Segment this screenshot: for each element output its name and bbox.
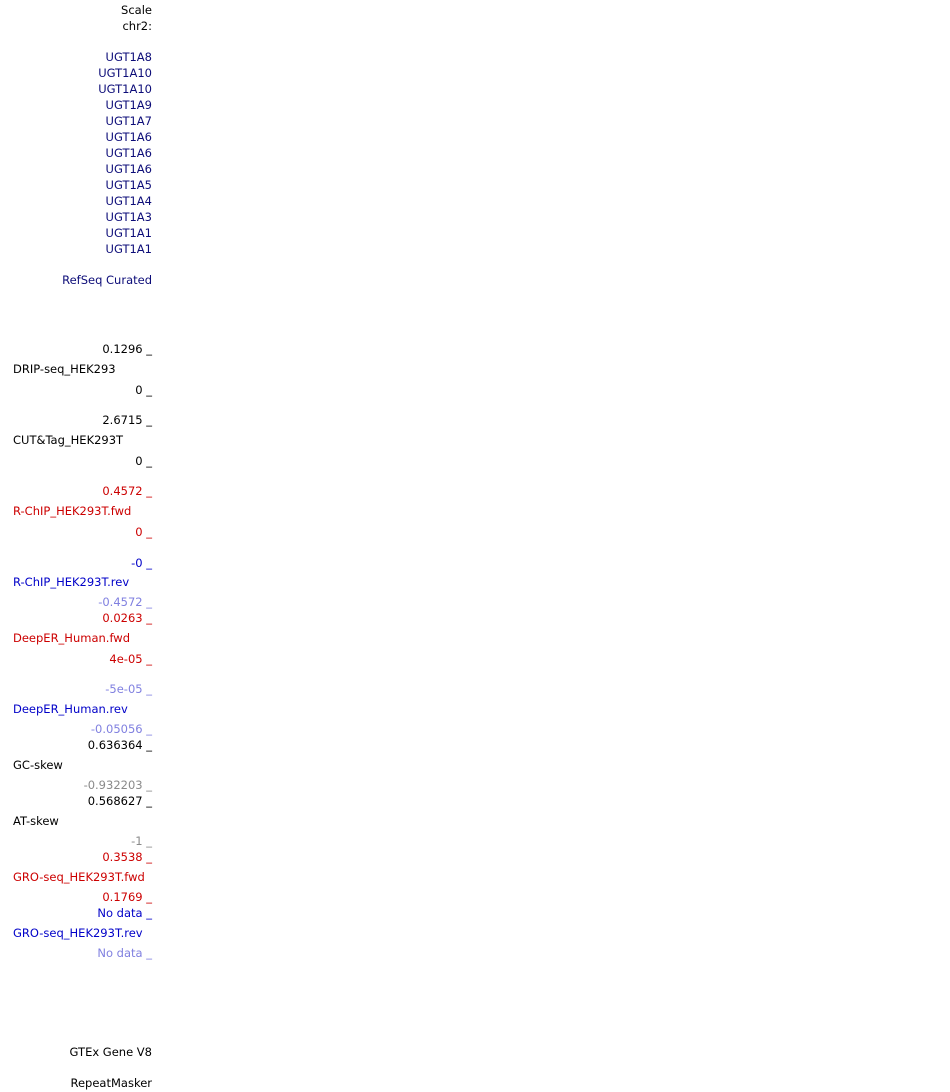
track-name-gtex[interactable]: GTEx Gene V8 — [69, 1045, 152, 1059]
track-name-at-skew[interactable]: AT-skew — [13, 814, 59, 828]
track-min-value: -0.932203 _ — [83, 778, 152, 792]
chrom-label: chr2: — [122, 19, 152, 33]
track-name-r-chip-fwd[interactable]: R-ChIP_HEK293T.fwd — [13, 504, 132, 518]
track-min-value: -1 _ — [131, 834, 152, 848]
gene-label[interactable]: UGT1A3 — [105, 210, 152, 224]
gene-label[interactable]: UGT1A6 — [105, 146, 152, 160]
track-name-gro-seq-rev[interactable]: GRO-seq_HEK293T.rev — [13, 926, 143, 940]
track-name-cut-tag[interactable]: CUT&Tag_HEK293T — [13, 433, 124, 447]
gene-label[interactable]: UGT1A6 — [105, 130, 152, 144]
scale-label: Scale — [121, 3, 152, 17]
gene-label[interactable]: UGT1A9 — [105, 98, 152, 112]
gene-label[interactable]: UGT1A10 — [98, 66, 152, 80]
track-min-value: 0 _ — [135, 525, 152, 539]
track-min-value: 0.1769 _ — [102, 890, 152, 904]
gene-label[interactable]: UGT1A6 — [105, 162, 152, 176]
track-min-value: 0 _ — [135, 454, 152, 468]
track-max-value: No data _ — [97, 906, 152, 920]
track-max-value: 0.4572 _ — [102, 484, 152, 498]
gene-label[interactable]: UGT1A1 — [105, 226, 152, 240]
gene-label[interactable]: UGT1A8 — [105, 50, 152, 64]
track-min-value: No data _ — [97, 946, 152, 960]
gene-label[interactable]: UGT1A1 — [105, 242, 152, 256]
track-min-value: 0 _ — [135, 383, 152, 397]
track-name-deeper-fwd[interactable]: DeepER_Human.fwd — [13, 631, 130, 645]
gene-label[interactable]: UGT1A5 — [105, 178, 152, 192]
gene-label[interactable]: UGT1A4 — [105, 194, 152, 208]
track-max-value: 0.568627 _ — [87, 794, 152, 808]
track-name-drip-seq[interactable]: DRIP-seq_HEK293 — [13, 362, 116, 376]
track-max-value: 0.0263 _ — [102, 611, 152, 625]
track-min-value: 4e-05 _ — [109, 652, 152, 666]
track-name-gro-seq-fwd[interactable]: GRO-seq_HEK293T.fwd — [13, 870, 145, 884]
track-max-value: 0.1296 _ — [102, 342, 152, 356]
track-max-value: 2.6715 _ — [102, 413, 152, 427]
track-min-value: -0.4572 _ — [98, 595, 152, 609]
track-max-value: 0.3538 _ — [102, 850, 152, 864]
track-name-refseq[interactable]: RefSeq Curated — [62, 273, 152, 287]
track-name-repeatmasker[interactable]: RepeatMasker — [70, 1076, 152, 1090]
gene-label[interactable]: UGT1A10 — [98, 82, 152, 96]
track-max-value: -5e-05 _ — [105, 682, 152, 696]
track-name-deeper-rev[interactable]: DeepER_Human.rev — [13, 702, 128, 716]
track-name-r-chip-rev[interactable]: R-ChIP_HEK293T.rev — [13, 575, 130, 589]
gene-label[interactable]: UGT1A7 — [105, 114, 152, 128]
track-min-value: -0.05056 _ — [90, 722, 152, 736]
track-max-value: 0.636364 _ — [87, 738, 152, 752]
track-max-value: -0 _ — [131, 556, 152, 570]
track-name-gc-skew[interactable]: GC-skew — [13, 758, 63, 772]
